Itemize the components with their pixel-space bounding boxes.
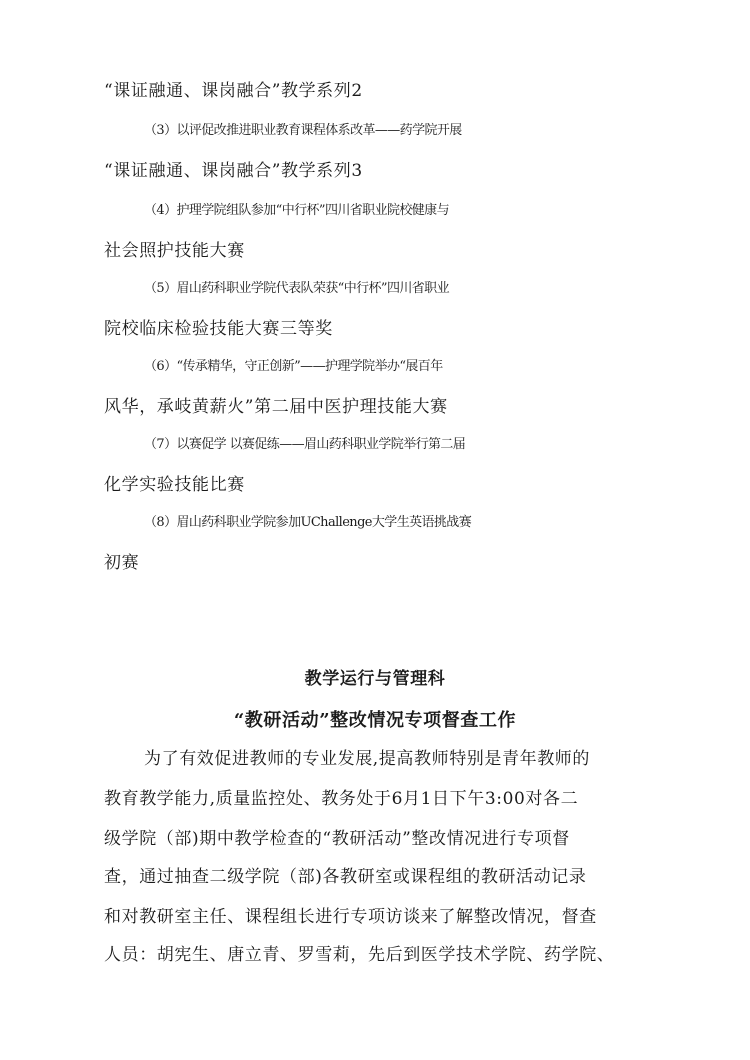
list-item-8-line-2: 初赛 <box>104 553 140 573</box>
section-title: “教研活动”整改情况专项督查工作 <box>233 710 517 731</box>
list-item-3-line-1: （3）以评促改推进职业教育课程体系改革——药学院开展 <box>144 123 462 138</box>
list-item-8-line-1: （8）眉山药科职业学院参加UChallenge大学生英语挑战赛 <box>144 515 472 530</box>
section-department: 教学运行与管理科 <box>304 669 446 689</box>
paragraph-line-5: 和对教研室主任、课程组长进行专项访谈来了解整改情况，督查 <box>104 907 597 927</box>
paragraph-line-3: 级学院（部)期中教学检查的“教研活动”整改情况进行专项督 <box>104 829 570 849</box>
list-item-5-line-1: （5）眉山药科职业学院代表队荣获“中行杯”四川省职业 <box>144 281 449 296</box>
paragraph-line-2: 教育教学能力,质量监控处、教务处于6月1日下午3:00对各二 <box>104 789 579 809</box>
list-item-7-line-2: 化学实验技能比赛 <box>104 475 245 495</box>
list-item-4-line-1: （4）护理学院组队参加“中行杯”四川省职业院校健康与 <box>144 203 449 218</box>
paragraph-line-6: 人员：胡宪生、唐立青、罗雪莉，先后到医学技术学院、药学院、 <box>104 945 615 965</box>
list-item-5-line-2: 院校临床检验技能大赛三等奖 <box>104 319 333 339</box>
paragraph-line-1: 为了有效促进教师的专业发展,提高教师特别是青年教师的 <box>144 749 591 769</box>
list-item-4-line-2: 社会照护技能大赛 <box>104 241 245 261</box>
list-item-3-line-2: “课证融通、课岗融合”教学系列3 <box>104 161 363 181</box>
list-item-6-line-2: 风华，承岐黄薪火”第二届中医护理技能大赛 <box>104 397 448 417</box>
paragraph-line-4: 查，通过抽查二级学院（部)各教研室或课程组的教研活动记录 <box>104 867 587 887</box>
list-item-7-line-1: （7）以赛促学 以赛促练——眉山药科职业学院举行第二届 <box>144 437 466 452</box>
list-item-2-line-2: “课证融通、课岗融合”教学系列2 <box>104 81 363 101</box>
list-item-6-line-1: （6）“传承精华，守正创新”——护理学院举办“展百年 <box>144 359 443 374</box>
